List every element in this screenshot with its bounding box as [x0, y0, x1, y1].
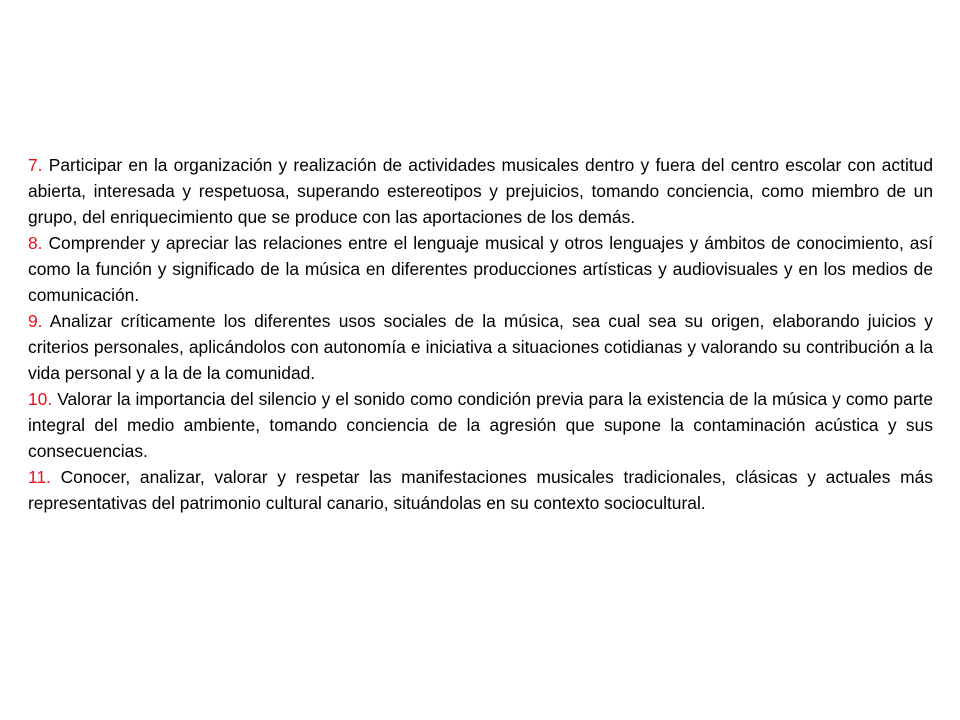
objective-number: 9.	[28, 311, 43, 331]
objective-item-7	[28, 152, 933, 230]
objective-number: 7.	[28, 155, 43, 175]
objectives-list	[28, 152, 933, 516]
objective-text: Participar en la organización y realización de actividades musicales dentro y fuera del centro escolar con actitud abierta, interesada y respetuosa, superando estereotipos y prejuicios, tomando conciencia, como miembro de un grupo, del enriquecimiento que se produce con las aportaciones de los demás.	[28, 155, 933, 227]
objective-item-10	[28, 386, 933, 464]
objective-text: Conocer, analizar, valorar y respetar las manifestaciones musicales tradicionales, clásicas y actuales más representativas del patrimonio cultural canario, situándolas en su contexto sociocultural.	[28, 467, 933, 513]
objective-text: Valorar la importancia del silencio y el sonido como condición previa para la existencia de la música y como parte integral del medio ambiente, tomando conciencia de la agresión que supone la contaminación acústica y sus consecuencias.	[28, 389, 933, 461]
objective-number: 8.	[28, 233, 43, 253]
objective-text: Comprender y apreciar las relaciones entre el lenguaje musical y otros lenguajes y ámbitos de conocimiento, así como la función y significado de la música en diferentes producciones artísticas y audiovisuales y en los medios de comunicación.	[28, 233, 933, 305]
objective-number: 11.	[28, 467, 51, 487]
objective-number: 10.	[28, 389, 53, 409]
objective-item-9	[28, 308, 933, 386]
objective-item-11	[28, 464, 933, 516]
objective-text: Analizar críticamente los diferentes usos sociales de la música, sea cual sea su origen, elaborando juicios y criterios personales, aplicándolos con autonomía e iniciativa a situaciones cotidianas y valorando su contribución a la vida personal y a la de la comunidad.	[28, 311, 934, 383]
objective-item-8	[28, 230, 933, 308]
